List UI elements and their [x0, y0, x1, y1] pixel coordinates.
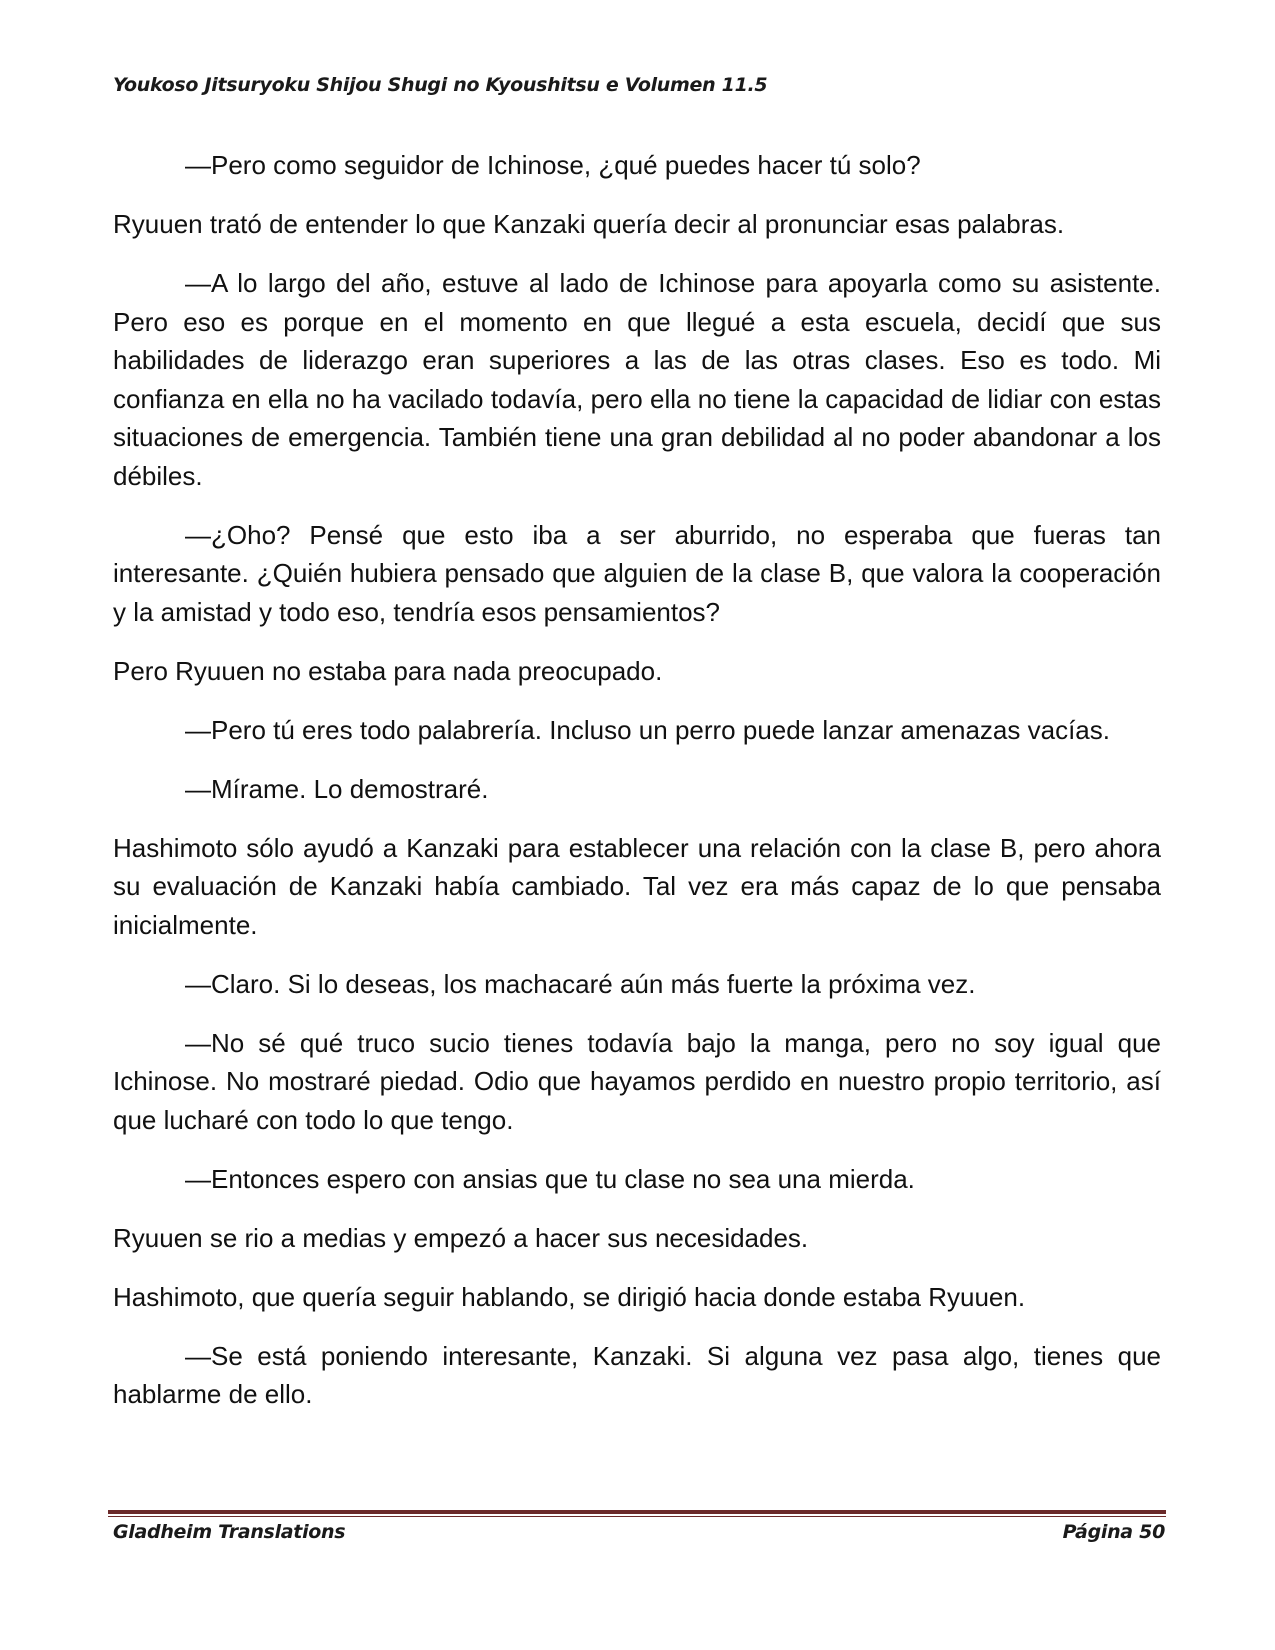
paragraph-5: Pero Ryuuen no estaba para nada preocupado. — [113, 655, 663, 686]
paragraph-10: —No sé qué truco sucio tienes todavía bajo la manga, pero no soy igual que Ichinose. No mostraré piedad. Odio que hayamos perdido en nuestro propio territorio, así que lucharé con todo lo que tengo. — [113, 1027, 1161, 1135]
paragraph-12: Ryuuen se rio a medias y empezó a hacer sus necesidades. — [113, 1222, 809, 1253]
running-header: Youkoso Jitsuryoku Shijou Shugi no Kyoushitsu e Volumen 11.5 — [113, 74, 768, 96]
paragraph-8: Hashimoto sólo ayudó a Kanzaki para establecer una relación con la clase B, pero ahora su evaluación de Kanzaki había cambiado. Tal vez era más capaz de lo que pensaba inicialmente. — [113, 832, 1161, 940]
paragraph-9: —Claro. Si lo deseas, los machacaré aún más fuerte la próxima vez. — [185, 968, 976, 999]
footer-divider-thin — [108, 1516, 1166, 1517]
footer-divider-thick — [108, 1510, 1166, 1514]
paragraph-13: Hashimoto, que quería seguir hablando, se dirigió hacia donde estaba Ryuuen. — [113, 1281, 1026, 1312]
paragraph-6: —Pero tú eres todo palabrería. Incluso un perro puede lanzar amenazas vacías. — [185, 714, 1110, 745]
paragraph-11: —Entonces espero con ansias que tu clase no sea una mierda. — [185, 1163, 915, 1194]
paragraph-1: —Pero como seguidor de Ichinose, ¿qué puedes hacer tú solo? — [185, 150, 921, 180]
footer-translator-credit: Gladheim Translations — [113, 1521, 346, 1543]
paragraph-14: —Se está poniendo interesante, Kanzaki. Si alguna vez pasa algo, tienes que hablarme de ello. — [113, 1340, 1161, 1409]
paragraph-7: —Mírame. Lo demostraré. — [185, 773, 489, 804]
page-body — [113, 146, 1161, 1434]
footer-page-number: Página 50 — [1062, 1521, 1165, 1543]
paragraph-2: Ryuuen trató de entender lo que Kanzaki quería decir al pronunciar esas palabras. — [113, 209, 1065, 239]
paragraph-3: —A lo largo del año, estuve al lado de Ichinose para apoyarla como su asistente. Pero eso es porque en el momento en que llegué a esta escuela, decidí que sus habilidades de liderazgo eran superiores a las de las otras clases. Eso es todo. Mi confianza en ella no ha vacilado todavía, pero ella no tiene la capacidad de lidiar con estas situaciones de emergencia. También tiene una gran debilidad al no poder abandonar a los débiles. — [113, 268, 1161, 491]
paragraph-4: —¿Oho? Pensé que esto iba a ser aburrido, no esperaba que fueras tan interesante. ¿Quién hubiera pensado que alguien de la clase B, que valora la cooperación y la amistad y todo eso, tendría esos pensamientos? — [113, 519, 1161, 627]
